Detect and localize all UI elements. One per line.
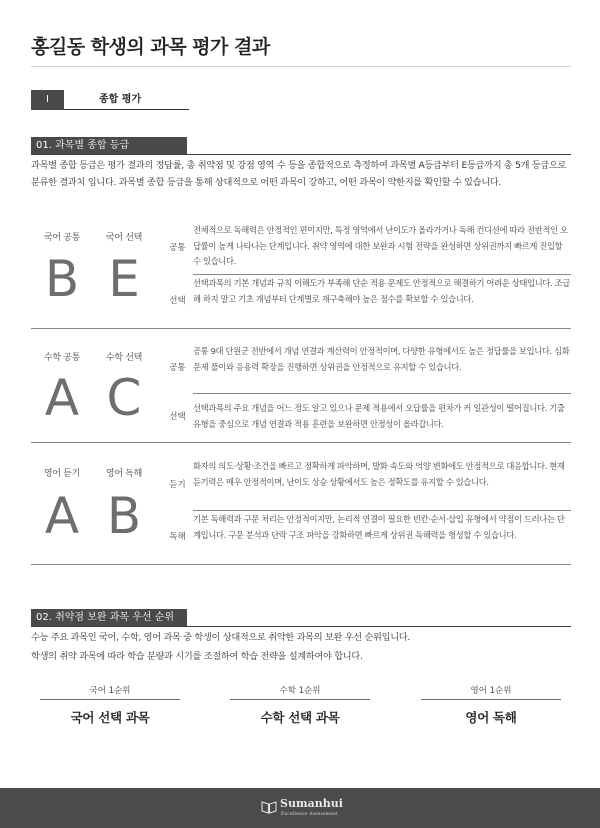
priority-label: 수학 1순위: [279, 686, 321, 696]
priority-value: 영어 독해: [465, 710, 517, 725]
priority-item-english: [421, 684, 561, 726]
priority-item-math: [230, 684, 370, 726]
row-label-korean-common: 공통: [169, 243, 186, 253]
row-label-english-listening: 듣기: [169, 480, 186, 490]
row-text-korean-elective: 선택과목의 기본 개념과 규칙 이해도가 부족해 단순 적용 문제도 안정적으로 해결하기 어려운 상태입니다. 조급해 하지 말고 기초 개념부터 단계별로 재구축해야 높은 점수를 확보할 수 있습니다.: [193, 278, 570, 304]
row-text-math-elective: 선택과목의 주요 개념을 어느 정도 알고 있으나 문제 적용에서 오답률을 편차가 커 일관성이 떨어집니다. 기출 유형을 중심으로 개념 연결과 적용 훈련을 보완하면 안정성이 올라갑니다.: [193, 403, 565, 429]
title-divider: [31, 66, 571, 67]
row-text-korean-common: 전체적으로 독해력은 안정적인 편이지만, 특정 영역에서 난이도가 올라가거나 독해 컨디션에 따라 전반적인 오답률이 높게 나타나는 단계입니다. 취약 영역에 대한 보완과 시험 전략을 완성하면 상위권까지 빠르게 진입할 수 있습니다.: [193, 225, 568, 266]
row-label-math-common: 공통: [169, 363, 186, 373]
grade-letter-english-listening: A: [44, 487, 80, 545]
priority-subtitle-bar: [31, 609, 571, 627]
brand-tagline: Excellence Assessment: [281, 812, 339, 817]
row-text-math-common: 공통 9대 단원군 전반에서 개념 연결과 계산력이 안정적이며, 다양한 유형에서도 높은 정답률을 보입니다. 심화 문제 풀이와 응용력 확장을 진행하면 상위권을 안정적으로 유지할 수 있습니다.: [193, 346, 570, 372]
grade-letter-math-elective: C: [106, 369, 142, 427]
grade-letter-math-common: A: [44, 369, 80, 427]
priority-divider: [230, 699, 370, 700]
row-divider: [193, 274, 571, 275]
priority-line-2: 학생의 취약 과목에 따라 학습 분량과 시기를 조절하여 학습 전략을 설계하여야 합니다.: [31, 651, 363, 662]
grade-letter-korean-elective: E: [108, 250, 140, 308]
section-header: [31, 90, 189, 110]
grade-letter-korean-common: B: [44, 250, 80, 308]
grade-name-english-reading: 영어 독해: [105, 469, 143, 479]
row-divider: [193, 393, 571, 394]
priority-value: 수학 선택 과목: [260, 710, 340, 725]
priority-value: 국어 선택 과목: [70, 710, 150, 725]
overall-subtitle-bar: [31, 137, 571, 155]
subject-divider: [31, 564, 571, 565]
row-label-korean-elective: 선택: [169, 296, 186, 306]
priority-label: 국어 1순위: [89, 686, 131, 696]
grade-name-korean-common: 국어 공통: [43, 233, 81, 243]
priority-subtitle: 02. 취약점 보완 과목 우선 순위: [31, 609, 187, 626]
priority-label: 영어 1순위: [470, 686, 512, 696]
subject-divider: [31, 442, 571, 443]
grade-name-korean-elective: 국어 선택: [105, 233, 143, 243]
row-text-english-reading: 기본 독해력과 구문 처리는 안정적이지만, 논리적 연결이 필요한 빈칸·순서·삽입 유형에서 약점이 드러나는 단계입니다. 구문 분석과 단락 구조 파악을 강화하면 빠르게 상위권 독해력을 형성할 수 있습니다.: [193, 514, 565, 540]
subject-divider: [31, 328, 571, 329]
priority-divider: [421, 699, 561, 700]
page-title: 홍길동 학생의 과목 평가 결과: [31, 36, 270, 58]
brand-logo: [261, 797, 351, 821]
grade-name-math-elective: 수학 선택: [105, 353, 143, 363]
book-icon: [261, 799, 277, 815]
row-label-english-reading: 독해: [169, 532, 186, 542]
grade-letter-english-reading: B: [106, 487, 142, 545]
row-label-math-elective: 선택: [169, 412, 186, 422]
grade-name-math-common: 수학 공통: [43, 353, 81, 363]
overall-subtitle: 01. 과목별 종합 등급: [31, 137, 187, 154]
brand-name: Sumanhui: [280, 797, 343, 810]
section-title: 종합 평가: [99, 94, 142, 105]
grade-name-english-listening: 영어 듣기: [43, 469, 81, 479]
priority-item-korean: [40, 684, 180, 726]
section-number: I: [31, 90, 64, 110]
priority-line-1: 수능 주요 과목인 국어, 수학, 영어 과목 중 학생이 상대적으로 취약한 과목의 보완 우선 순위입니다.: [31, 632, 410, 643]
row-text-english-listening: 화자의 의도·상황·조건을 빠르고 정확하게 파악하며, 발화 속도와 억양 변화에도 안정적으로 대응합니다. 현재 듣기력은 매우 안정적이며, 난이도 상승 상황에서도 높은 정확도를 유지할 수 있습니다.: [193, 461, 565, 487]
footer: [0, 788, 600, 828]
overall-description: 과목별 종합 등급은 평가 결과의 정답률, 총 취약점 및 강점 영역 수 등을 종합적으로 측정하여 과목별 A등급부터 E등급까지 총 5개 등급으로 분류한 결과치 입니다. 과목별 종합 등급을 통해 상대적으로 어떤 과목이 강하고, 어떤 과목이 약한지를 확인할 수 있습니다.: [31, 160, 567, 188]
priority-divider: [40, 699, 180, 700]
row-divider: [193, 510, 571, 511]
